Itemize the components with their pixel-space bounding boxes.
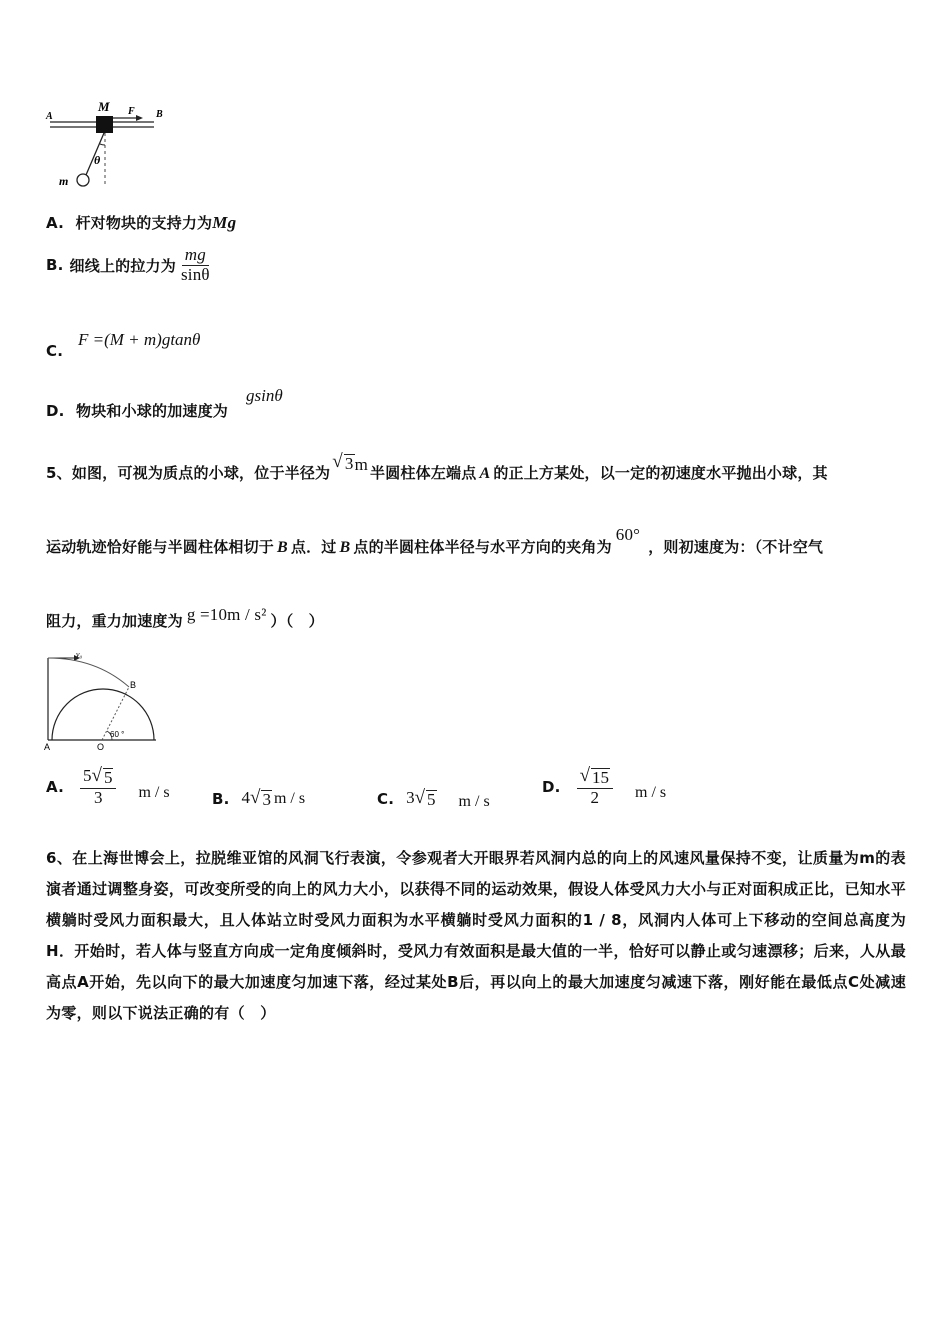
q5-option-c: C. 3 √ 5 m / s (377, 787, 490, 810)
q4-option-a: A. 杆对物块的支持力为Mg (46, 213, 237, 232)
trajectory-curve (48, 658, 129, 687)
q5-option-b: B. 4 √ 3 m / s (212, 787, 306, 809)
label-a: A (44, 742, 51, 752)
label-a: A (46, 111, 53, 122)
q5-option-d: D. √ 15 2 m / s (542, 765, 667, 807)
q5-line-2: 运动轨迹恰好能与半圆柱体相切于 B 点．过 B 点的半圆柱体半径与水平方向的夹角为 60° ，则初速度为：（不计空气 (46, 525, 824, 556)
q5-option-a: A. 5 √ 5 3 m / s (46, 765, 170, 807)
label-F: F (128, 106, 135, 117)
tension-fraction: $\frac{mg}{\sin\theta}$ (180, 245, 210, 284)
radius-sqrt: √ 3 m (332, 451, 369, 474)
label-m: m (59, 174, 69, 188)
q5-line-1: 5、 如图，可视为质点的小球，位于半径为 √ 3 m 半圆柱体左端点 A 的正上方某处，以一定的初速度水平抛出小球，其 (46, 451, 828, 482)
label-B: B (156, 109, 163, 120)
q4-option-d: D. 物块和小球的加速度为 (46, 402, 229, 420)
label-o: O (97, 742, 105, 752)
semicircle-figure (40, 650, 162, 752)
q4-option-c-letter: C. (46, 342, 64, 360)
label-M: M (98, 99, 110, 114)
q5-line-3: 阻力，重力加速度为 g =10m / s² ）（ ） (46, 605, 324, 630)
q4-option-b: B. 细线上的拉力为 $\frac{mg}{\sin\theta}$ (46, 246, 213, 284)
label-theta: θ (94, 153, 101, 167)
q6-paragraph: 6、在上海世博会上，拉脱维亚馆的风洞飞行表演，令参观者大开眼界若风洞内总的向上的风速风量保持不变，让质量为m的表演者通过调整身姿，可改变所受的向上的风力大小，以获得不同的运动效果，假设人体受风力大小与正对面积成正比，已知水平横躺时受风力面积最大，且人体站立时受风力面积为水平横躺时受风力面积的1 / 8，风洞内人体可上下移动的空间总高度为H．开始时，若人体与竖直方向成一定角度倾斜时，受风力有效面积是最大值的一半，恰好可以静止或匀速漂移；后来，人从最高点A开始，先以向下的最大加速度匀加速下落，经过某处B后，再以向上的最大加速度匀减速下落，刚好能在最低点C处减速为零，则以下说法正确的有（ ） (46, 849, 906, 1022)
label-angle: 60 ° (110, 730, 125, 739)
label-b: B (130, 680, 137, 690)
q4-option-c-formula: F =(M + m)gtanθ (78, 330, 201, 349)
block-m (96, 116, 113, 133)
label-v0: v₀ (76, 650, 83, 659)
semicircle-arc (52, 689, 154, 740)
q4-option-d-formula: gsinθ (246, 386, 283, 405)
ball-m (77, 174, 89, 186)
rod-pendulum-figure (44, 96, 174, 192)
